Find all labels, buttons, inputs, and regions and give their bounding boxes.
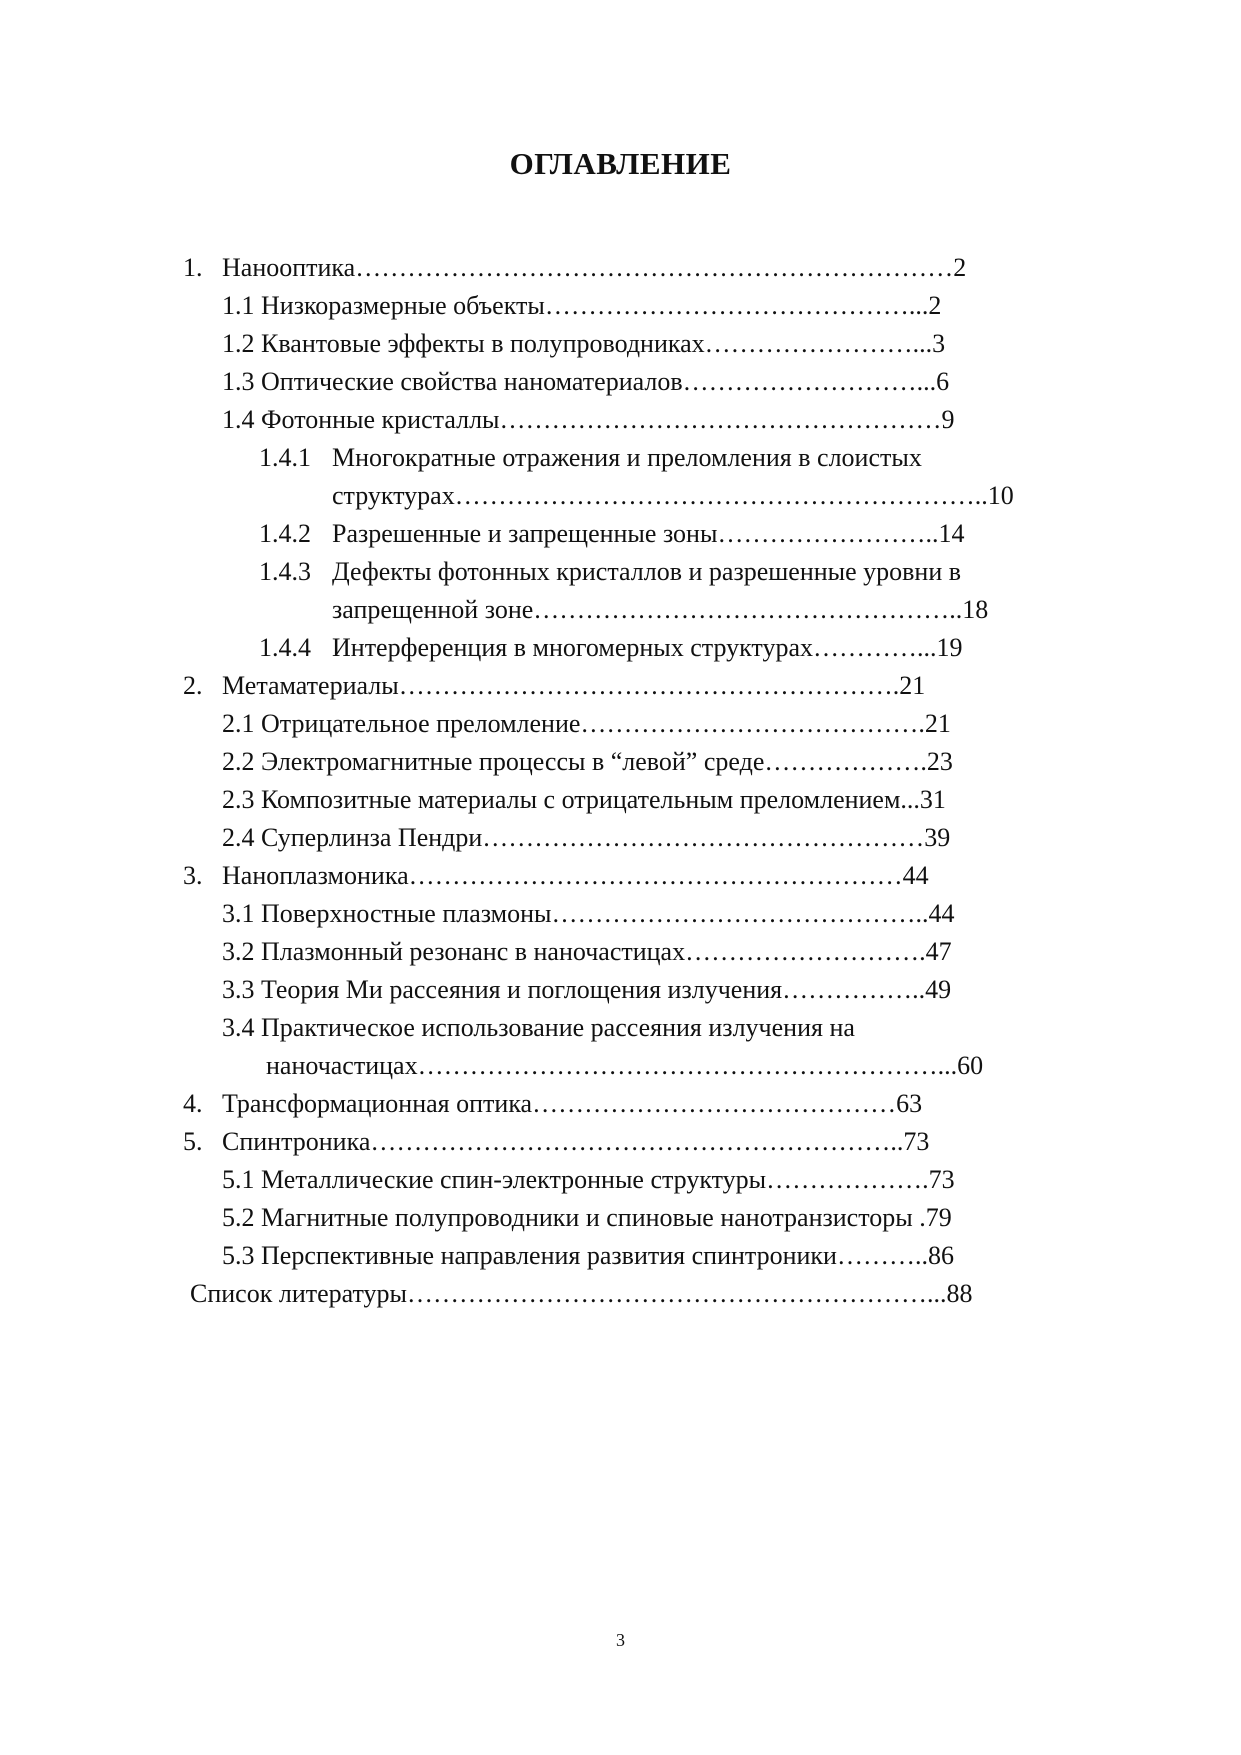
toc-entry-number: 1.4.3 [259, 557, 311, 586]
toc-entry-number: 3. [183, 861, 203, 890]
toc-entry-text: 3.1 Поверхностные плазмоны……………………………………..44 [222, 899, 955, 928]
toc-entry-text: Трансформационная оптика……………………………………63 [222, 1089, 923, 1118]
toc-entry-number: 1.4.1 [259, 443, 311, 472]
toc-entry-text: Дефекты фотонных кристаллов и разрешенные уровни в [332, 557, 962, 586]
toc-entry-number: 4. [183, 1089, 203, 1118]
toc-entry-text: 2.4 Суперлинза Пендри……………………………………………39 [222, 823, 951, 852]
toc-entry-text: 5.1 Металлические спин-электронные структуры……………….73 [222, 1165, 955, 1194]
toc-entry-text: Наноплазмоника…………………………………………………44 [222, 861, 929, 890]
toc-entry-text: запрещенной зоне…………………………………………..18 [332, 595, 989, 624]
toc-entry-text: 1.4 Фотонные кристаллы……………………………………………9 [222, 405, 955, 434]
toc-entry-text: Интерференция в многомерных структурах…………...19 [332, 633, 963, 662]
toc-entry-text: 2.3 Композитные материалы с отрицательным преломлением...31 [222, 785, 946, 814]
toc-entry-number: 5. [183, 1127, 203, 1156]
toc-entry-text: 3.3 Теория Ми рассеяния и поглощения излучения……………..49 [222, 975, 952, 1004]
toc-entry-text: Нанооптика……………………………………………………………2 [222, 253, 967, 282]
toc-entry-text: Спинтроника……………………………………………………..73 [222, 1127, 930, 1156]
toc-entry-text: 3.4 Практическое использование рассеяния излучения на [222, 1013, 855, 1042]
toc-entry-number: 1.4.4 [259, 633, 311, 662]
toc-entry-number: 1.4.2 [259, 519, 311, 548]
toc-entry-text: 1.2 Квантовые эффекты в полупроводниках……………………...3 [222, 329, 946, 358]
page-title: ОГЛАВЛЕНИЕ [509, 146, 732, 181]
toc-entry-text: 2.1 Отрицательное преломление………………………………….21 [222, 709, 951, 738]
toc-entry-text: 3.2 Плазмонный резонанс в наночастицах……………………….47 [222, 937, 952, 966]
toc-entry-number: 1. [183, 253, 203, 282]
toc-entry-text: структурах……………………………………………………..10 [332, 481, 1014, 510]
toc-entry-text: Многократные отражения и преломления в слоистых [332, 443, 922, 472]
toc-entry-text: 5.2 Магнитные полупроводники и спиновые нанотранзисторы .79 [222, 1203, 952, 1232]
toc-entry-text: 1.1 Низкоразмерные объекты……………………………………...2 [222, 291, 942, 320]
toc-entry-text: Метаматериалы………………………………………………….21 [222, 671, 926, 700]
toc-entry-text: наночастицах……………………………………………………...60 [266, 1051, 984, 1080]
toc-entry-number: 2. [183, 671, 203, 700]
toc-entry-text: 2.2 Электромагнитные процессы в “левой” среде……………….23 [222, 747, 953, 776]
toc-entry-text: 1.3 Оптические свойства наноматериалов………………………...6 [222, 367, 950, 396]
page-number: 3 [616, 1630, 625, 1650]
toc-entry-text: Разрешенные и запрещенные зоны……………………..14 [332, 519, 965, 548]
toc-entry-text: 5.3 Перспективные направления развития спинтроники………..86 [222, 1241, 954, 1270]
toc-entry-text: Список литературы……………………………………………………...88 [190, 1279, 973, 1308]
